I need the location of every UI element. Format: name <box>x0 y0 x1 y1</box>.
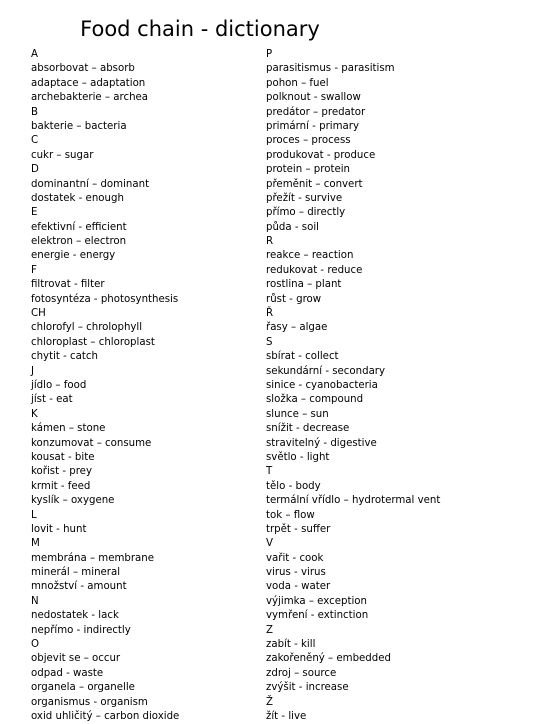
dictionary-entry: adaptace – adaptation <box>31 77 146 89</box>
dictionary-entry: minerál – mineral <box>31 567 121 579</box>
dictionary-entry: polknout - swallow <box>266 92 361 104</box>
dictionary-entry: energie - energy <box>31 250 116 262</box>
dictionary-entry: objevit se – occur <box>31 653 121 665</box>
dictionary-entry: archebakterie – archea <box>31 92 149 104</box>
dictionary-entry: trpět - suffer <box>266 523 331 535</box>
dictionary-entry: CH <box>31 308 46 320</box>
dictionary-entry: nepřímo - indirectly <box>31 624 131 636</box>
dictionary-entry: tok – flow <box>266 509 315 521</box>
dictionary-entry: organela – organelle <box>31 682 135 694</box>
dictionary-entry: S <box>266 336 273 348</box>
dictionary-entry: cukr – sugar <box>31 149 94 161</box>
dictionary-entry: bakterie – bacteria <box>31 120 127 132</box>
dictionary-entry: lovit - hunt <box>31 523 87 535</box>
dictionary-entry: sinice - cyanobacteria <box>266 379 378 391</box>
dictionary-entry: složka – compound <box>266 394 364 406</box>
dictionary-entry: fotosyntéza - photosynthesis <box>31 293 179 305</box>
dictionary-entry: J <box>31 365 35 377</box>
dictionary-entry: žít - live <box>266 710 307 722</box>
dictionary-entry: E <box>31 207 38 219</box>
dictionary-entry: termální vřídlo – hydrotermal vent <box>266 495 441 507</box>
dictionary-entry: A <box>31 49 38 60</box>
dictionary-entry: zdroj – source <box>266 667 337 679</box>
dictionary-entry: efektivní - efficient <box>31 221 127 233</box>
dictionary-entry: chloroplast – chloroplast <box>31 336 155 348</box>
dictionary-entry: kořist - prey <box>31 466 92 478</box>
dictionary-entry: filtrovat - filter <box>31 279 105 291</box>
dictionary-entry: kyslík – oxygene <box>31 495 115 507</box>
dictionary-entry: V <box>266 538 273 550</box>
dictionary-entry: výjimka – exception <box>266 595 367 607</box>
dictionary-entry: světlo - light <box>266 451 330 463</box>
dictionary-entry: Ř <box>266 308 274 320</box>
dictionary-entry: rostlina – plant <box>266 279 342 291</box>
dictionary-entry: pohon – fuel <box>266 77 329 89</box>
dictionary-entry: chlorofyl – chrolophyll <box>31 322 143 334</box>
dictionary-entry: nedostatek - lack <box>31 610 119 622</box>
dictionary-entry: slunce – sun <box>266 408 329 420</box>
dictionary-entry: zakořeněný – embedded <box>266 653 391 665</box>
dictionary-entry: zabít - kill <box>266 639 316 651</box>
dictionary-entry: F <box>31 264 37 276</box>
dictionary-entry: množství - amount <box>31 581 127 593</box>
dictionary-entry: sekundární - secondary <box>266 365 386 377</box>
dictionary-column-right <box>266 48 536 724</box>
dictionary-entry: krmit - feed <box>31 480 91 492</box>
dictionary-entry: zvýšit - increase <box>266 682 349 694</box>
dictionary-entry: virus - virus <box>266 567 326 579</box>
dictionary-column-left <box>31 48 256 724</box>
dictionary-entry: přežít - survive <box>266 192 343 204</box>
dictionary-entry: protein – protein <box>266 164 350 176</box>
dictionary-entry: vařit - cook <box>266 552 324 564</box>
dictionary-entry: řasy – algae <box>266 322 328 334</box>
dictionary-entry: T <box>266 466 273 478</box>
dictionary-entry: predátor – predator <box>266 106 366 118</box>
dictionary-entry: stravitelný - digestive <box>266 437 377 449</box>
dictionary-entry: jíst - eat <box>31 394 73 406</box>
dictionary-entry: odpad - waste <box>31 667 104 679</box>
dictionary-entry: reakce – reaction <box>266 250 354 262</box>
dictionary-entry: D <box>31 164 39 176</box>
dictionary-entry: primární - primary <box>266 120 359 132</box>
dictionary-entry: dominantní – dominant <box>31 178 150 190</box>
dictionary-entry: kousat - bite <box>31 451 95 463</box>
dictionary-entry: snížit - decrease <box>266 423 350 435</box>
dictionary-entry: chytit - catch <box>31 351 98 363</box>
dictionary-entry: oxid uhličitý – carbon dioxide <box>31 710 180 722</box>
dictionary-entry: produkovat - produce <box>266 149 376 161</box>
dictionary-entry: proces – process <box>266 135 351 147</box>
dictionary-entry: membrána – membrane <box>31 552 155 564</box>
dictionary-entry: Ž <box>266 696 273 708</box>
dictionary-entry: dostatek - enough <box>31 192 124 204</box>
dictionary-entry: organismus - organism <box>31 696 148 708</box>
dictionary-entry: voda - water <box>266 581 331 593</box>
dictionary-entry: parasitismus - parasitism <box>266 63 395 75</box>
page-title: Food chain - dictionary <box>80 17 320 41</box>
dictionary-entry: přeměnit – convert <box>266 178 363 190</box>
dictionary-entry: tělo - body <box>266 480 321 492</box>
dictionary-entry: M <box>31 538 40 550</box>
dictionary-entry: N <box>31 595 39 607</box>
dictionary-entry: růst - grow <box>266 293 322 305</box>
dictionary-entry: jídlo – food <box>31 379 87 391</box>
dictionary-entry: vymření - extinction <box>266 610 369 622</box>
dictionary-entry: redukovat - reduce <box>266 264 363 276</box>
dictionary-entry: sbírat - collect <box>266 351 339 363</box>
dictionary-entry: C <box>31 135 39 147</box>
dictionary-entry: L <box>31 509 37 521</box>
dictionary-entry: Z <box>266 624 273 636</box>
dictionary-entry: přímo – directly <box>266 207 346 219</box>
dictionary-entry: absorbovat – absorb <box>31 63 135 75</box>
dictionary-entry: elektron – electron <box>31 236 127 248</box>
dictionary-entry: konzumovat – consume <box>31 437 152 449</box>
dictionary-entry: K <box>31 408 38 420</box>
dictionary-entry: O <box>31 639 40 651</box>
dictionary-entry: R <box>266 236 274 248</box>
dictionary-entry: půda - soil <box>266 221 319 233</box>
dictionary-entry: P <box>266 49 273 60</box>
dictionary-entry: B <box>31 106 38 118</box>
dictionary-entry: kámen – stone <box>31 423 106 435</box>
